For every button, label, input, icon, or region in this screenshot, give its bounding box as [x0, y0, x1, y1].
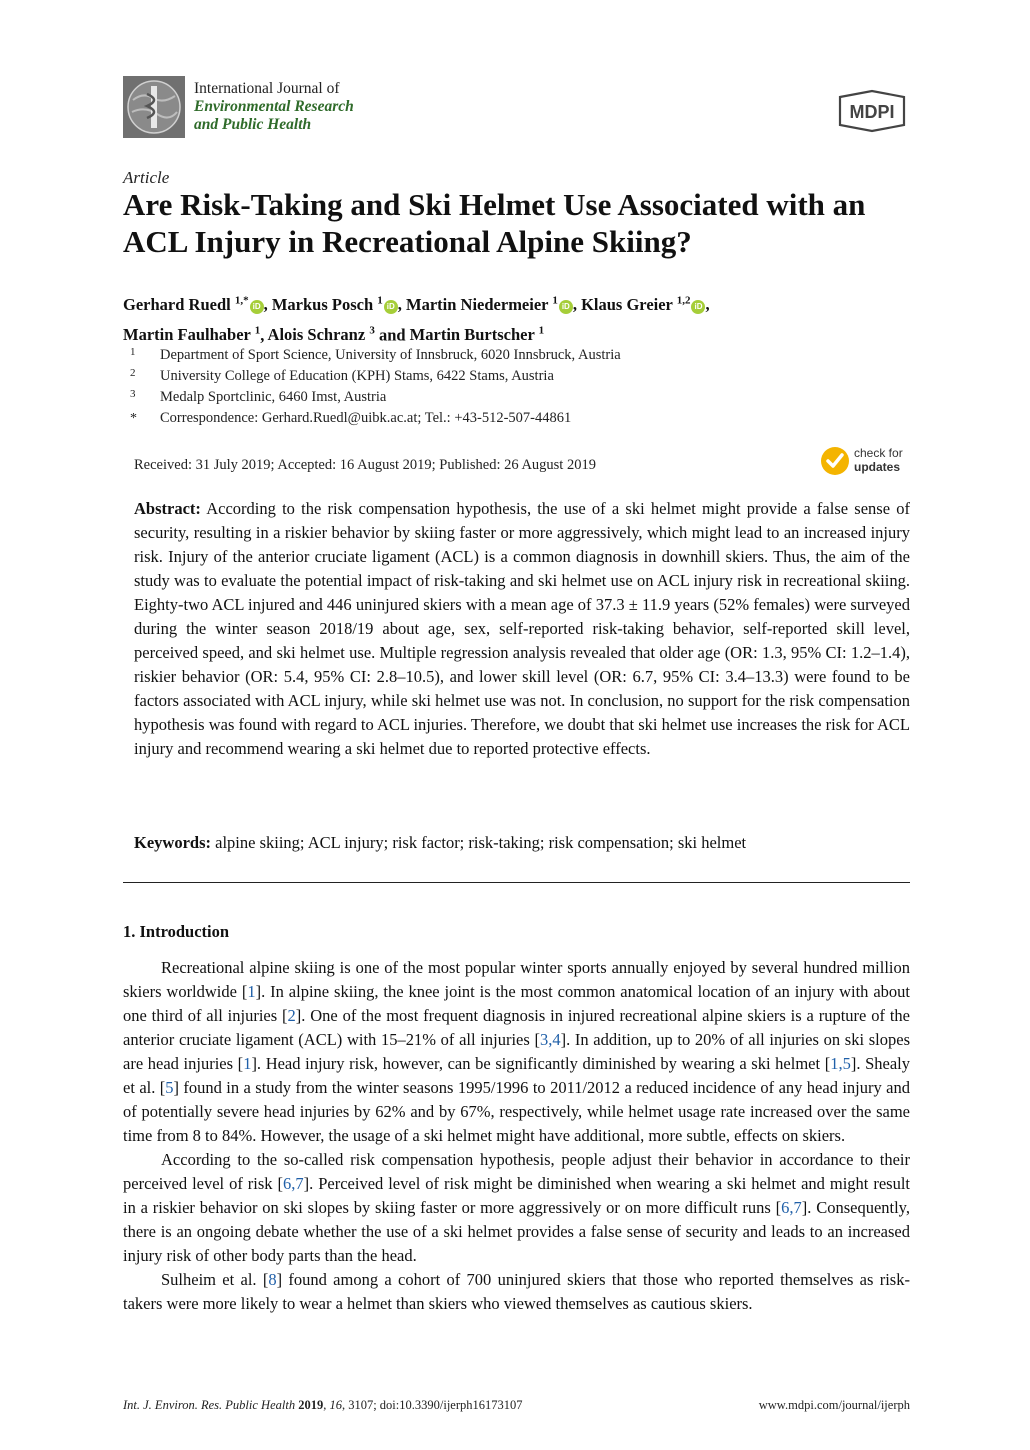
paragraph-text: ]. In addition, up to 20% of all injuries on ski slopes are head injuries [	[123, 1030, 910, 1073]
section-divider	[123, 882, 910, 883]
page-footer	[123, 1398, 910, 1413]
abstract	[134, 497, 910, 761]
footer-journal-abbrev: Int. J. Environ. Res. Public Health	[123, 1398, 296, 1412]
author-affiliation-mark: 1	[377, 294, 383, 306]
paragraph-text: ] found in a study from the winter seasons 1995/1996 to 2011/2012 a reduced incidence of any head injury and of potentially severe head injuries by 62% and by 67%, respectively, while helmet usage rate increased over the same time from 8 to 84%. However, the usage of a ski helmet might have additional, more subtle, effects on skiers.	[123, 1078, 910, 1145]
citation-link[interactable]: 6,7	[283, 1174, 304, 1193]
author-affiliation-mark: 1	[552, 294, 558, 306]
article-title: Are Risk-Taking and Ski Helmet Use Associated with an ACL Injury in Recreational Alpine Skiing?	[123, 187, 866, 259]
affiliation-item	[130, 366, 621, 387]
journal-logo	[123, 76, 185, 138]
abstract-label: Abstract:	[134, 499, 201, 518]
affiliation-number: 1	[130, 346, 136, 358]
section-heading: 1. Introduction	[123, 922, 230, 941]
author-name: Klaus Greier	[581, 294, 673, 314]
citation-link[interactable]: 3,4	[539, 1030, 561, 1049]
author-name: Markus Posch	[271, 294, 374, 314]
author-affiliation-mark: 1	[538, 324, 545, 337]
orcid-icon[interactable]: iD	[384, 300, 398, 314]
author-name: Martin Niedermeier	[406, 294, 549, 314]
author-name: Martin Faulhaber	[123, 325, 251, 344]
author	[406, 295, 573, 314]
author-affiliation-mark: 1	[254, 324, 261, 337]
author-affiliation-mark: 1,2	[676, 294, 691, 306]
affiliation-number: *	[130, 411, 137, 426]
author-conjunction: and	[378, 325, 406, 344]
orcid-icon[interactable]: iD	[250, 300, 264, 314]
footer-volume: 16	[329, 1398, 342, 1412]
affiliation-item	[130, 387, 621, 408]
author-affiliation-mark: 3	[369, 324, 375, 337]
check-for-updates-badge[interactable]	[819, 443, 914, 479]
introduction-body	[123, 956, 910, 1316]
paragraph-text: According to the so-called risk compensation hypothesis, people adjust their behavior in accordance to their perceived level of risk [	[123, 1150, 910, 1193]
citation-link[interactable]: 1,5	[830, 1054, 851, 1073]
author	[123, 325, 260, 344]
paragraph-text: ]. Shealy et al. [	[123, 1054, 910, 1097]
paragraph-text: ]. One of the most frequent diagnosis in injured recreational alpine skiers is a rupture of the anterior cruciate ligament (ACL) with 15–21% of all injuries [	[123, 1006, 910, 1049]
affiliation-item	[130, 345, 621, 366]
citation-link[interactable]: 5	[165, 1078, 174, 1097]
author-list: Gerhard Ruedl $^{1,*}$ iD , Markus Posch $^1$ iD , Martin Niedermeier $^1$ iD , Klaus Greier $^{1,2}$ iD , Martin Faulhaber $^1$, Alois Schranz $^3$ and Martin Burtscher $^1$	[123, 294, 710, 344]
citation-link[interactable]: 1	[243, 1054, 252, 1073]
paragraph-text: ]. In alpine skiing, the knee joint is the most common anatomical location of an injury with about one third of all injuries [	[123, 982, 910, 1025]
orcid-icon[interactable]: iD	[559, 300, 573, 314]
citation-link[interactable]: 1	[247, 982, 256, 1001]
paragraph-text: ]. Perceived level of risk might be diminished when wearing a ski helmet and might result in a riskier behavior on ski slopes by skiing faster or more aggressively or on more difficult runs [	[123, 1174, 910, 1217]
affiliation-text: Correspondence: Gerhard.Ruedl@uibk.ac.at; Tel.: +43-512-507-44861	[160, 410, 572, 426]
affiliation-text: Department of Sport Science, University of Innsbruck, 6020 Innsbruck, Austria	[160, 347, 621, 363]
affiliation-text: University College of Education (KPH) Stams, 6422 Stams, Austria	[160, 368, 554, 384]
keywords-label: Keywords:	[134, 833, 211, 852]
keywords	[134, 831, 910, 855]
paragraph-text: ] found among a cohort of 700 uninjured skiers that those who reported themselves as risk-takers were more likely to wear a helmet than skiers who viewed themselves as cautious skiers.	[123, 1270, 910, 1313]
affiliation-list	[130, 345, 621, 429]
author-name: Martin Burtscher	[409, 325, 535, 344]
paragraph	[123, 956, 910, 1148]
orcid-icon[interactable]: iD	[691, 300, 705, 314]
journal-name-line2: Environmental Research	[194, 98, 354, 115]
check-updates-line2: updates	[854, 460, 901, 474]
citation-link[interactable]: 2	[287, 1006, 296, 1025]
keywords-text: alpine skiing; ACL injury; risk factor; risk-taking; risk compensation; ski helmet	[215, 833, 747, 852]
footer-url[interactable]: www.mdpi.com/journal/ijerph	[758, 1398, 910, 1412]
check-updates-line1: check for	[854, 446, 903, 460]
footer-citation: Int. J. Environ. Res. Public Health 2019, 16, 3107; doi:10.3390/ijerph16173107	[123, 1398, 523, 1412]
paragraph-text: Sulheim et al. [	[161, 1270, 269, 1289]
affiliation-number: 2	[130, 367, 136, 379]
paragraph	[123, 1268, 910, 1316]
paragraph-text: ]. Consequently, there is an ongoing debate whether the use of a ski helmet provides a false sense of security and leads to an increased injury risk of other body parts than the head.	[123, 1198, 910, 1265]
journal-name-line1: International Journal of	[194, 80, 340, 97]
paragraph-text: ]. Head injury risk, however, can be significantly diminished by wearing a ski helmet [	[251, 1054, 831, 1073]
footer-year: 2019	[298, 1398, 324, 1412]
abstract-text: According to the risk compensation hypothesis, the use of a ski helmet might provide a false sense of security, resulting in a riskier behavior by skiing faster or more aggressively, which might lead to an increased injury risk. Injury of the anterior cruciate ligament (ACL) is a common diagnosis in downhill skiers. Thus, the aim of the study was to evaluate the potential impact of risk-taking and ski helmet use on ACL injury risk in recreational skiing. Eighty-two ACL injured and 446 uninjured skiers with a mean age of 37.3 ± 11.9 years (52% females) were surveyed during the winter season 2018/19 about age, sex, self-reported risk-taking behavior, self-reported skill level, perceived speed, and ski helmet use. Multiple regression analysis revealed that older age (OR: 1.3, 95% CI: 1.2–1.4), riskier behavior (OR: 5.4, 95% CI: 2.8–10.5), and lower skill level (OR: 6.7, 95% CI: 3.4–13.3) were found to be factors associated with ACL injury, while ski helmet use was not. In conclusion, no support for the risk compensation hypothesis was found with regard to ACL injuries. Therefore, we doubt that ski helmet use increases the risk for ACL injury and recommend wearing a ski helmet due to reported protective effects.	[134, 499, 910, 758]
author-name: Gerhard Ruedl	[123, 294, 231, 314]
author	[123, 295, 264, 314]
author	[272, 295, 398, 314]
citation-link[interactable]: 6,7	[781, 1198, 802, 1217]
journal-name	[194, 80, 354, 134]
mdpi-logo	[834, 89, 910, 133]
affiliation-text: Medalp Sportclinic, 6460 Imst, Austria	[160, 389, 387, 405]
paragraph-text: Recreational alpine skiing is one of the most popular winter sports annually enjoyed by several hundred million skiers worldwide [	[123, 958, 910, 1001]
citation-link[interactable]: 8	[268, 1270, 277, 1289]
affiliation-number: 3	[130, 388, 136, 400]
author	[410, 325, 544, 344]
author-affiliation-mark: 1,*	[234, 294, 249, 306]
footer-doi: , 3107; doi:10.3390/ijerph16173107	[341, 1398, 523, 1412]
paragraph	[123, 1148, 910, 1268]
author	[268, 325, 375, 344]
mdpi-logo-text: MDPI	[849, 102, 895, 122]
article-type: Article	[123, 168, 170, 187]
author-name: Alois Schranz	[267, 325, 366, 344]
publication-dates: Received: 31 July 2019; Accepted: 16 August 2019; Published: 26 August 2019	[134, 457, 596, 473]
affiliation-item	[130, 408, 621, 429]
journal-name-line3: and Public Health	[194, 116, 312, 133]
author	[581, 295, 705, 314]
